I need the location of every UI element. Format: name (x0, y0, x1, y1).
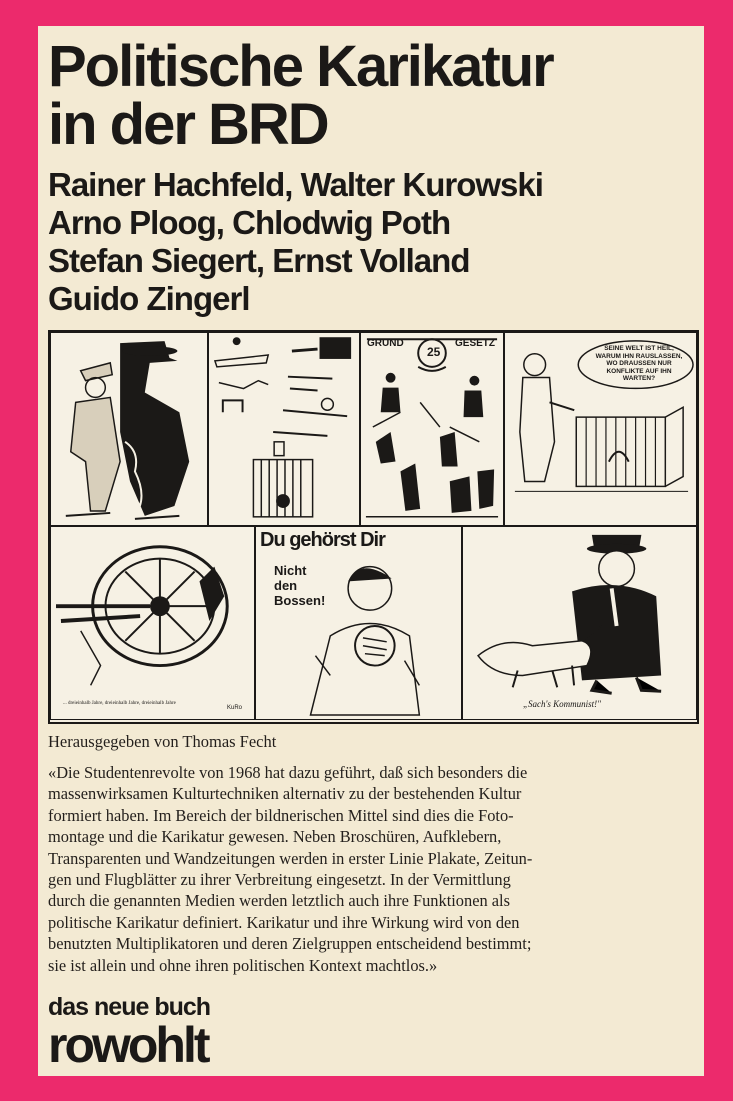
author-line: Arno Ploog, Chlodwig Poth (48, 204, 451, 241)
caricature-panel-wheel (50, 526, 255, 720)
blurb-line: sie ist allein und ohne ihren politischen Kontext machtlos.» (48, 955, 438, 975)
speech-line: WARTEN? (622, 375, 656, 382)
blurb-line: durch die genannten Medien werden letztlich auch ihre Funktionen als (48, 891, 510, 911)
author-list (48, 166, 698, 318)
blurb-line: «Die Studentenrevolte von 1968 hat dazu geführt, daß sich besonders die (48, 763, 528, 782)
anniversary-badge: 25 (427, 345, 441, 359)
speech-line: WO DRAUSSEN NUR (606, 360, 672, 367)
blurb-line: Transparenten und Wandzeitungen werden in erster Linie Plakate, Zeitun- (48, 848, 533, 868)
dog-walker-illustration (463, 527, 696, 719)
speech-bubble (589, 345, 689, 383)
speech-line: WARUM IHN RAUSLASSEN, (595, 352, 683, 360)
blurb-line: massenwirksamen Kulturtechniken alternativ zu der bestehenden Kultur (48, 784, 522, 804)
caricature-panel-poster (255, 526, 462, 720)
title-line-2: in der BRD (48, 92, 328, 157)
poster-subline-word: Bossen! (274, 593, 326, 608)
speech-line: SEINE WELT IST HEIL, (604, 345, 674, 352)
blurb-line: gen und Flugblätter zu ihrer Verbreitung eingesetzt. In der Vermittlung (48, 870, 511, 890)
cover-paper (38, 26, 704, 1076)
wheel-illustration (51, 527, 254, 719)
blurb-line: politische Karikatur definiert. Karikatur und ihre Wirkung wird von den (48, 912, 520, 932)
caricature-panel-dog (462, 526, 697, 720)
blurb-line: montage und die Karikatur gewesen. Neben Broschüren, Aufklebern, (48, 827, 502, 847)
wheel-caption: ... dreieinhalb Jahre, dreieinhalb Jahre, dreieinhalb Jahre (63, 701, 176, 706)
artist-signature: KuRo (227, 705, 243, 711)
pointing-man-illustration (256, 527, 461, 719)
author-line: Rainer Hachfeld, Walter Kurowski (48, 166, 543, 203)
caricature-panel-grundgesetz (360, 332, 504, 526)
blurb-line: formiert haben. Im Bereich der bildnerischen Mittel sind dies die Foto- (48, 805, 514, 825)
grund-sign: GRUND (367, 338, 404, 349)
objects-illustration (209, 333, 359, 525)
series-name: das neue buch (48, 993, 211, 1021)
poster-subline-word: Nicht (274, 563, 307, 578)
spy-illustration (51, 333, 207, 525)
caricature-panel-spy (50, 332, 208, 526)
publisher-logo (48, 993, 211, 1073)
publisher-name: rowohlt (48, 1017, 208, 1073)
poster-headline: Du gehörst Dir (260, 529, 385, 551)
author-line: Stefan Siegert, Ernst Volland (48, 242, 470, 279)
dog-caption: „Sach's Kommunist!" (523, 699, 601, 709)
grundgesetz-illustration (361, 333, 503, 525)
speech-line: KONFLIKTE AUF IHN (606, 367, 672, 375)
title-line-1: Politische Karikatur (48, 34, 553, 99)
author-line: Guido Zingerl (48, 280, 250, 317)
caricature-collage (48, 330, 699, 724)
blurb-line: benutzten Multiplikatoren und deren Zielgruppen entscheidend bestimmt; (48, 934, 532, 954)
editor-credit: Herausgegeben von Thomas Fecht (48, 732, 277, 751)
gesetz-sign: GESETZ (455, 338, 496, 349)
caricature-panel-objects (208, 332, 360, 526)
blurb-text (48, 762, 700, 976)
poster-subline-word: den (274, 578, 298, 593)
poster-subline (274, 563, 325, 608)
caricature-panel-cage (504, 332, 697, 526)
book-title (48, 34, 698, 157)
